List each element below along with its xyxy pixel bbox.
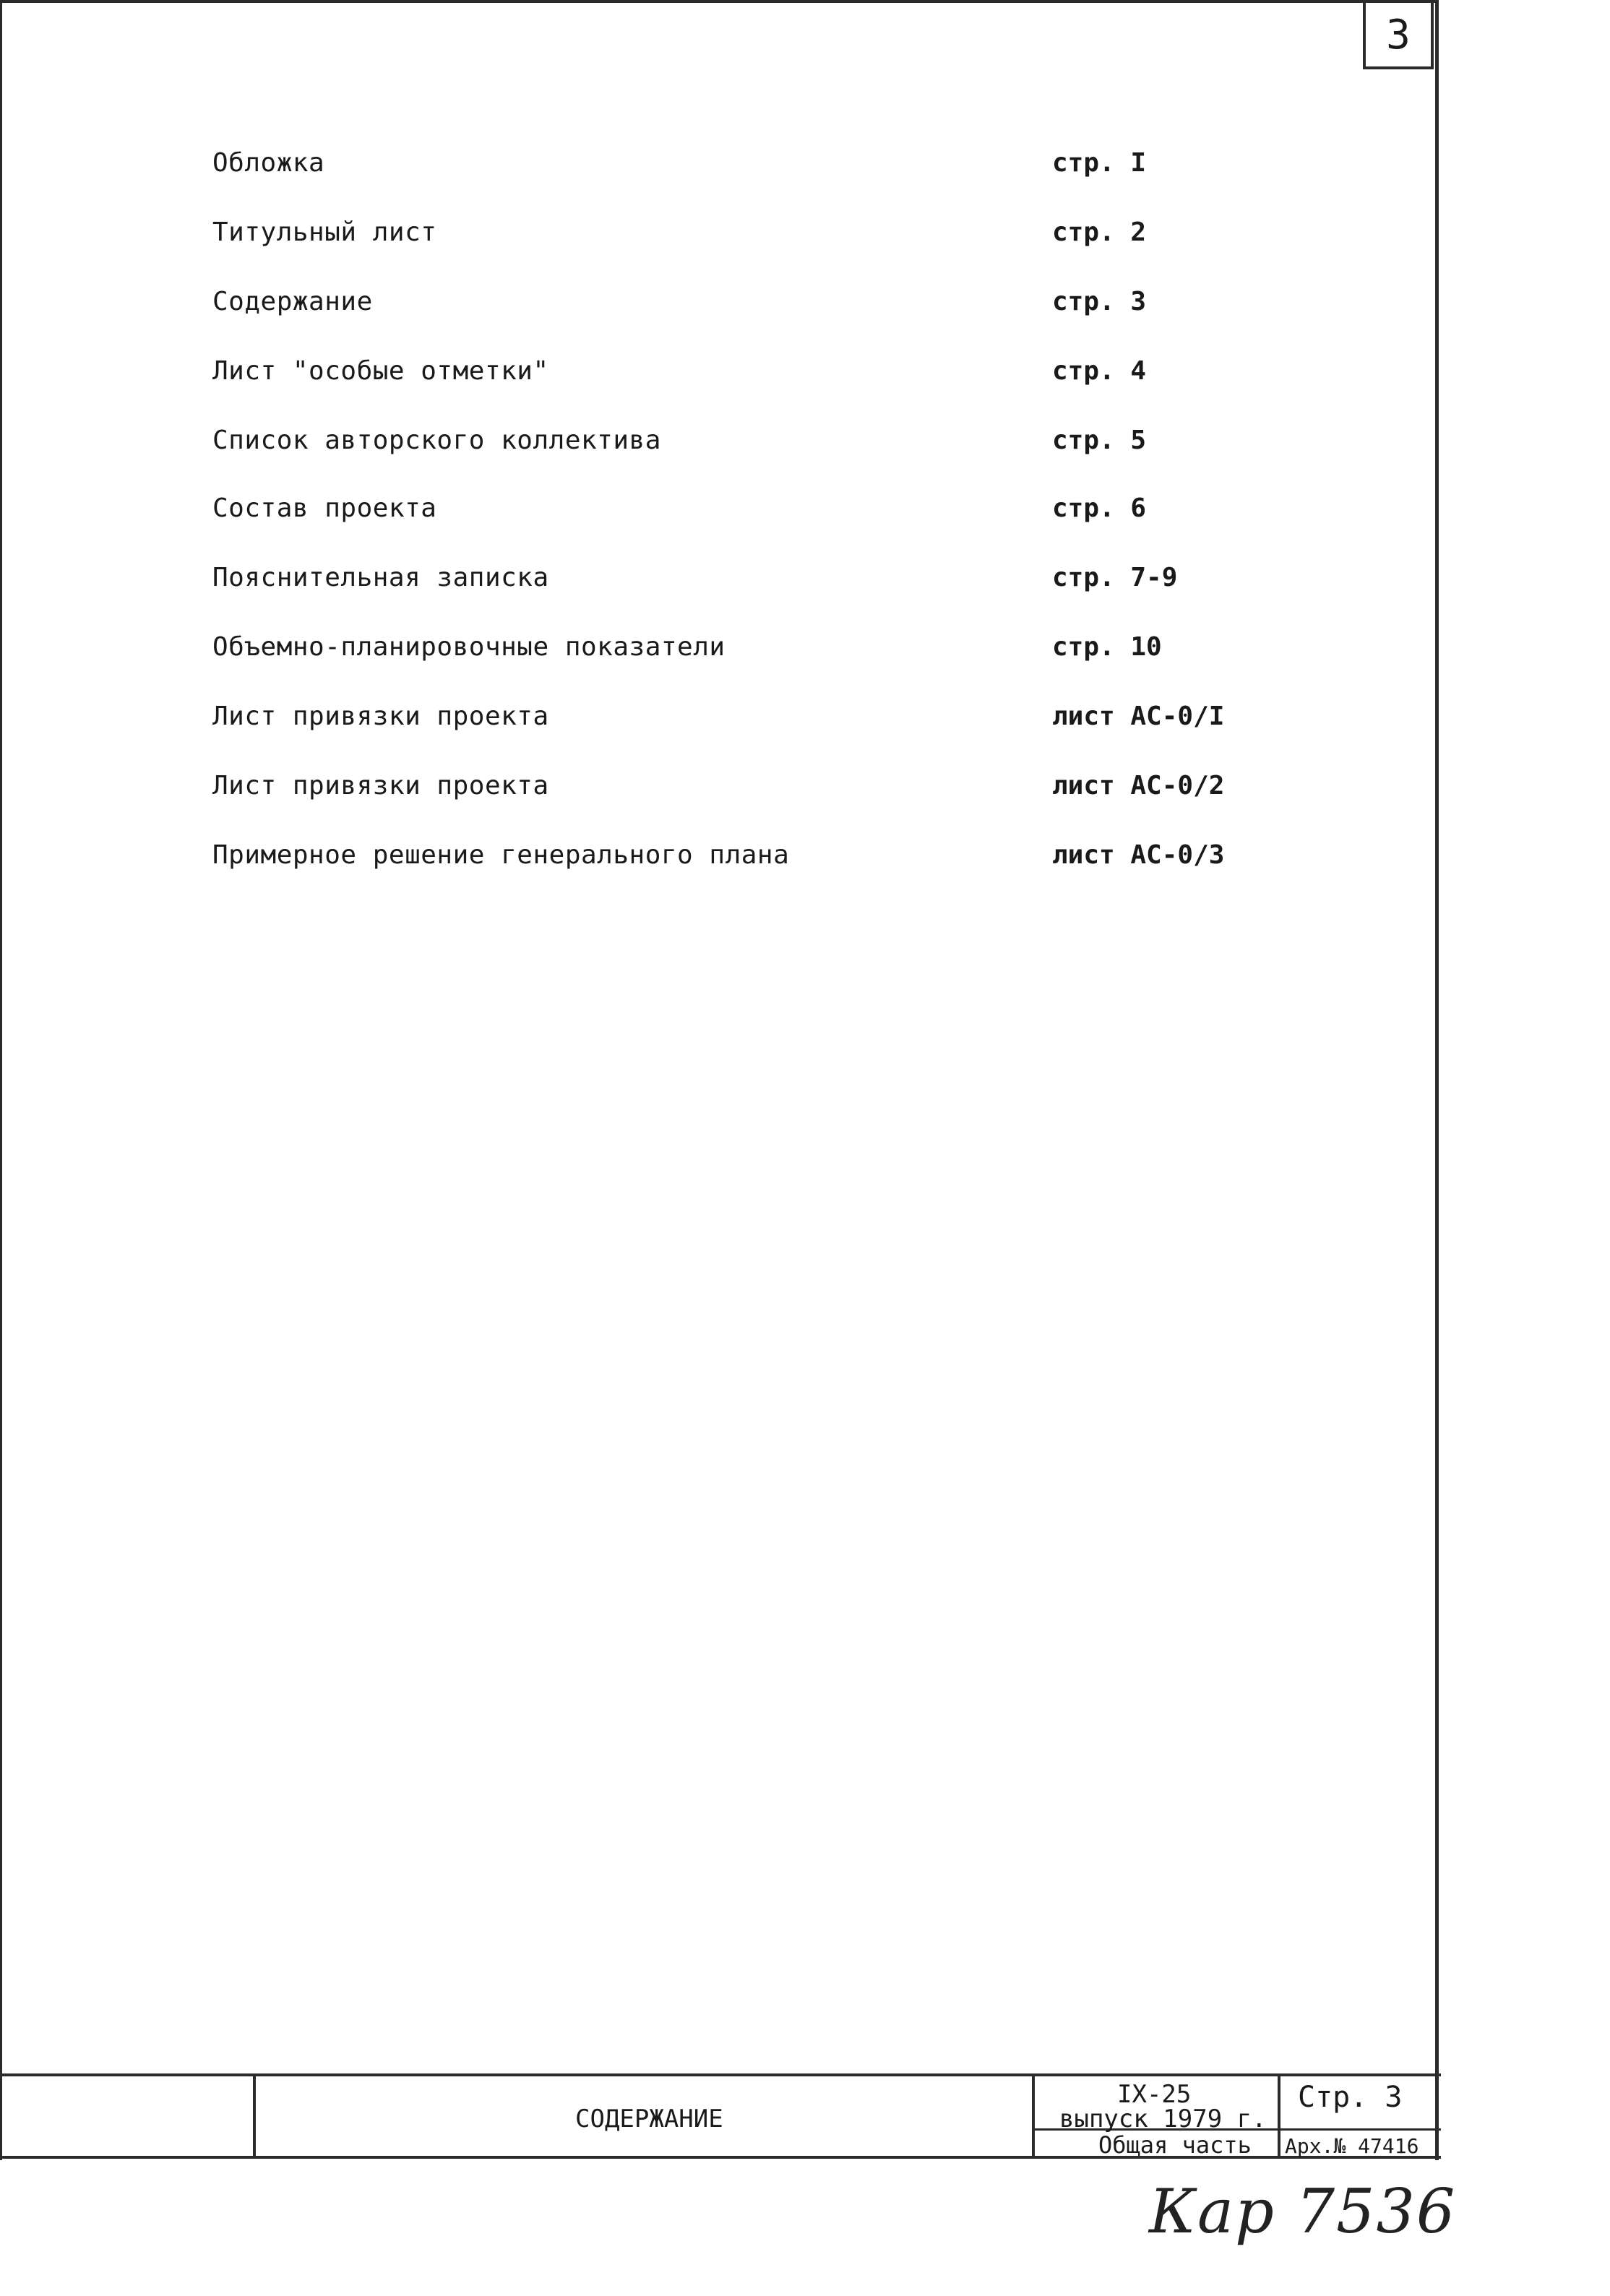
toc-row — [0, 211, 1610, 254]
handwritten-note: Кар 7536 — [1149, 2176, 1457, 2247]
toc-title: Пояснительная записка — [212, 563, 549, 592]
toc-row — [0, 764, 1610, 808]
title-block — [0, 2073, 1441, 2159]
toc-title: Лист "особые отметки" — [212, 356, 549, 386]
toc-sheet-ref: лист АС-0/I — [1052, 702, 1225, 731]
toc-row — [0, 142, 1610, 185]
toc-page-ref: стр. 5 — [1052, 426, 1147, 455]
toc-title: Обложка — [212, 148, 325, 178]
document-section-name: СОДЕРЖАНИЕ — [575, 2105, 723, 2133]
toc-page-ref: стр. 3 — [1052, 287, 1147, 316]
archive-number: Арх.№ 47416 — [1285, 2134, 1419, 2158]
toc-page-ref: стр. 6 — [1052, 493, 1147, 523]
toc-row — [0, 695, 1610, 738]
page-number: 3 — [1386, 11, 1411, 59]
sheet-border-left — [0, 0, 2, 2160]
toc-title: Титульный лист — [212, 217, 437, 247]
part-name: Общая часть — [1098, 2131, 1252, 2159]
toc-row — [0, 350, 1610, 393]
toc-row — [0, 556, 1610, 600]
toc-title: Содержание — [212, 287, 373, 316]
toc-page-ref: стр. 4 — [1052, 356, 1147, 386]
sheet-border-top — [0, 0, 1438, 3]
page-label: Стр. 3 — [1298, 2081, 1403, 2114]
toc-row — [0, 834, 1610, 877]
toc-title: Список авторского коллектива — [212, 426, 661, 455]
toc-row — [0, 487, 1610, 530]
toc-title: Примерное решение генерального плана — [212, 840, 790, 870]
toc-page-ref: стр. 2 — [1052, 217, 1147, 247]
title-block-divider — [253, 2076, 256, 2156]
toc-row — [0, 280, 1610, 324]
toc-page-ref: стр. 7-9 — [1052, 563, 1178, 592]
toc-title: Объемно-планировочные показатели — [212, 632, 726, 662]
toc-sheet-ref: лист АС-0/2 — [1052, 771, 1225, 800]
toc-title: Лист привязки проекта — [212, 771, 549, 800]
toc-sheet-ref: лист АС-0/3 — [1052, 840, 1225, 870]
page-number-box — [1363, 0, 1434, 69]
toc-title: Состав проекта — [212, 493, 437, 523]
toc-page-ref: стр. 10 — [1052, 632, 1162, 662]
title-block-divider — [1032, 2076, 1035, 2156]
series-code: IX-25 — [1117, 2080, 1192, 2109]
toc-row — [0, 419, 1610, 462]
toc-title: Лист привязки проекта — [212, 702, 549, 731]
issue-year: выпуск 1979 г. — [1059, 2105, 1267, 2133]
toc-row — [0, 626, 1610, 669]
toc-page-ref: стр. I — [1052, 148, 1147, 178]
sheet-border-right — [1435, 0, 1439, 2160]
title-block-divider — [1278, 2076, 1280, 2156]
